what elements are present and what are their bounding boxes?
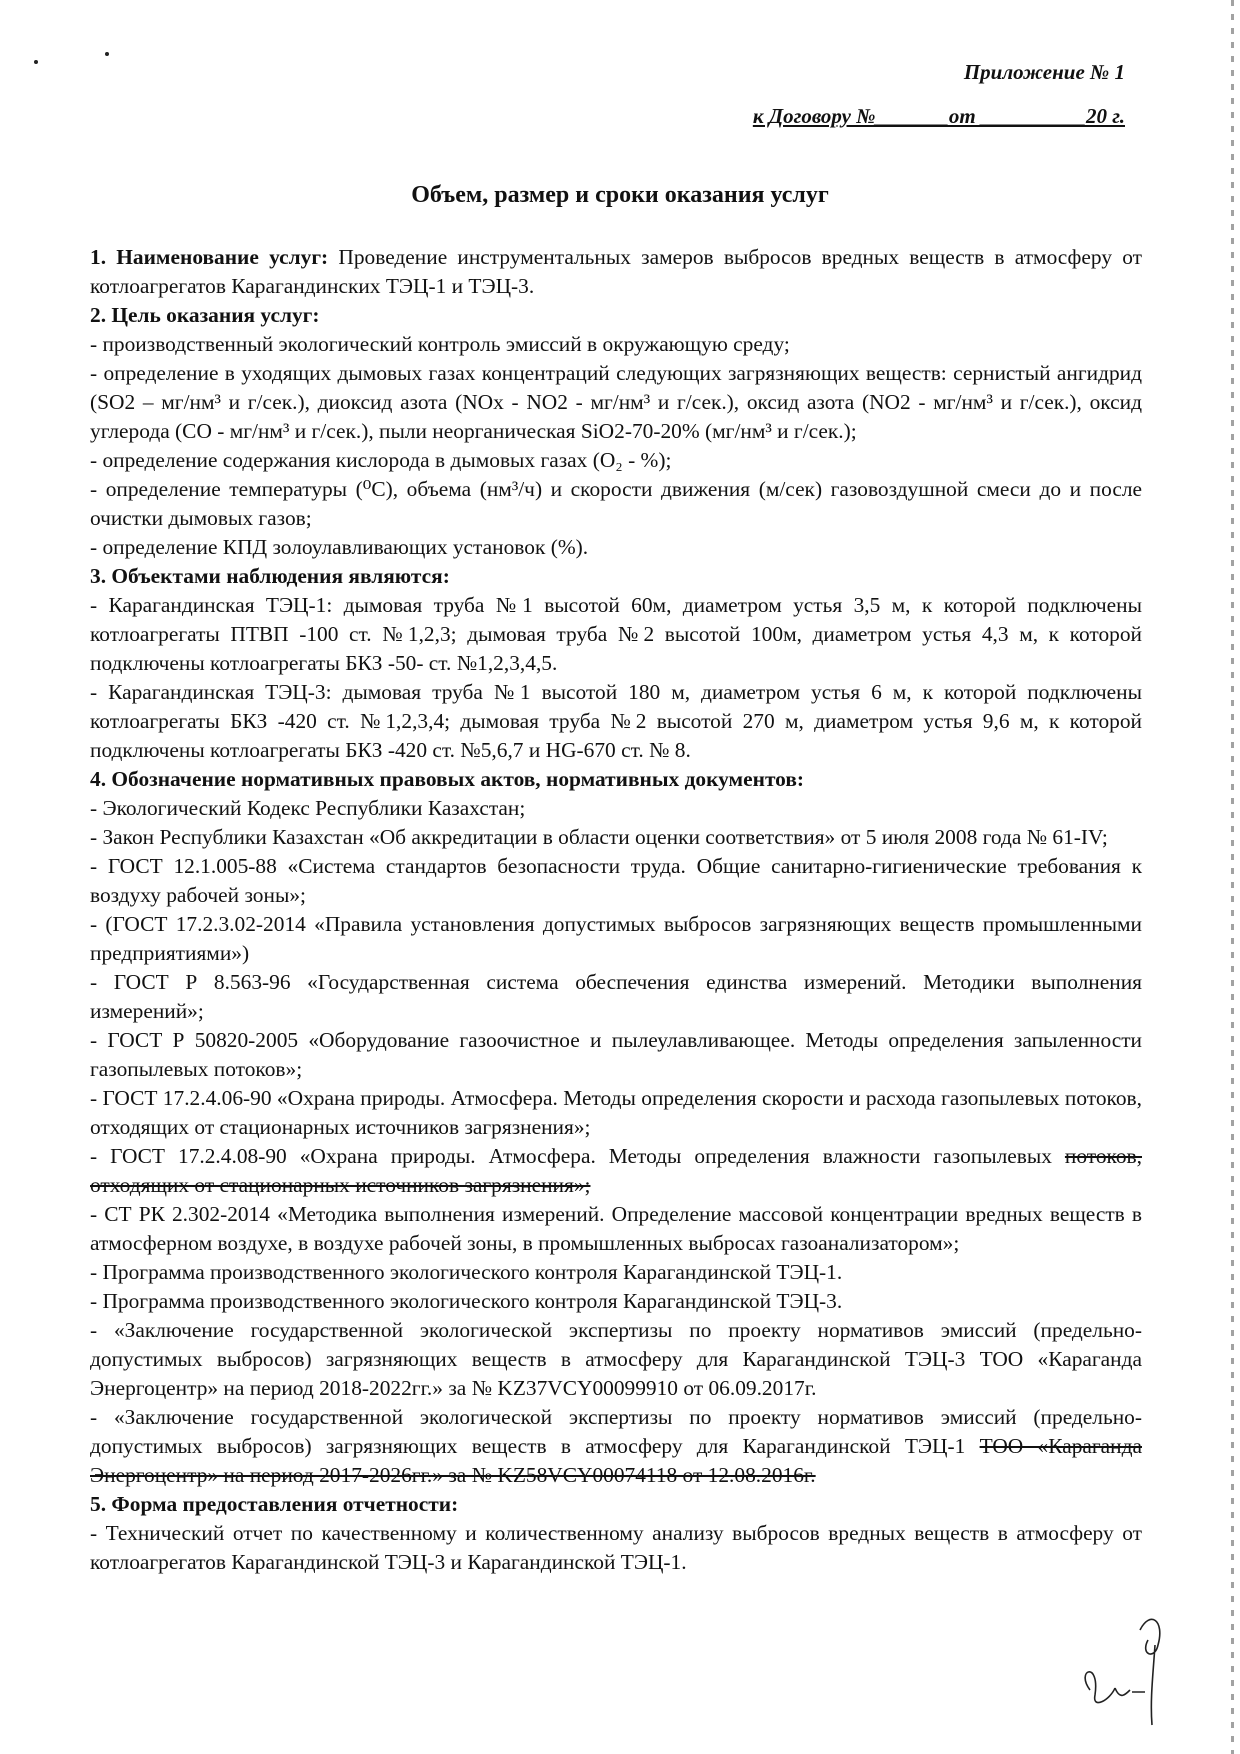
list-item: - Закон Республики Казахстан «Об аккредитации в области оценки соответствия» от 5 июля 2008 года № 61-IV; (90, 825, 1108, 849)
list-item: - Карагандинская ТЭЦ-3: дымовая труба №1 высотой 180 м, диаметром устья 6 м, к которой подключены котлоагрегаты БКЗ -420 ст. №1,2,3,4; дымовая труба №2 высотой 270 м, диаметром устья 9,6 м, к которой подключены котлоагрегаты БКЗ -420 ст. №5,6,7 и HG-670 ст. № 8. (90, 680, 1142, 762)
list-item: - ГОСТ 17.2.4.06-90 «Охрана природы. Атмосфера. Методы определения скорости и расхода газопылевых потоков, отходящих от стационарных источников загрязнения»; (90, 1086, 1142, 1139)
section-2-title: 2. Цель оказания услуг: (90, 303, 320, 327)
list-item-struck (90, 1403, 1142, 1490)
section-1-title: 1. Наименование услуг: (90, 245, 329, 269)
list-item: - определение содержания кислорода в дымовых газах (O₂ - %); (90, 448, 672, 472)
contract-reference: к Договору №_______от __________20 г. (752, 104, 1125, 128)
appendix-header (753, 50, 1125, 138)
list-item: - ГОСТ 12.1.005-88 «Система стандартов безопасности труда. Общие санитарно-гигиенические требования к воздуху рабочей зоны»; (90, 854, 1142, 907)
list-item: - Программа производственного экологического контроля Карагандинской ТЭЦ-3. (90, 1289, 843, 1313)
scan-dot (34, 60, 38, 64)
document-title: Объем, размер и сроки оказания услуг (411, 182, 829, 208)
list-item: - производственный экологический контроль эмиссий в окружающую среду; (90, 332, 790, 356)
document-body (90, 243, 1142, 1577)
list-item: - определение температуры (⁰С), объема (нм³/ч) и скорости движения (м/сек) газовоздушной смеси до и после очистки дымовых газов; (90, 477, 1142, 530)
section-1 (90, 243, 1142, 301)
list-item: - (ГОСТ 17.2.3.02-2014 «Правила установления допустимых выбросов загрязняющих веществ промышленными предприятиями») (90, 912, 1142, 965)
section-1-text: Проведение инструментальных замеров выбросов вредных веществ в атмосферу от котлоагрегатов Карагандинских ТЭЦ-1 и ТЭЦ-3. (90, 245, 1143, 298)
list-item: - «Заключение государственной экологической экспертизы по проекту нормативов эмиссий (предельно-допустимых выбросов) загрязняющих веществ в атмосферу для Карагандинской ТЭЦ-3 ТОО «Караганда Энергоцентр» на период 2018-2022гг.» за № KZ37VCY00099910 от 06.09.2017г. (90, 1318, 1142, 1400)
list-item-text: - «Заключение государственной экологической экспертизы по проекту нормативов эмиссий (предельно-допустимых выбросов) загрязняющих веществ в атмосферу для Карагандинской ТЭЦ-1 (90, 1405, 1142, 1458)
section-3-title: 3. Объектами наблюдения являются: (90, 564, 450, 588)
list-item: - определение в уходящих дымовых газах концентраций следующих загрязняющих веществ: сернистый ангидрид (SO2 – мг/нм³ и г/сек.), диоксид азота (NOx - NO2 - мг/нм³ и г/сек.), оксид азота (NO2 - мг/нм³ и г/сек.), оксид углерода (CO - мг/нм³ и г/сек.), пыли неорганическая SiO2-70-20% (мг/нм³ и г/сек.); (90, 361, 1142, 443)
appendix-label: Приложение № 1 (963, 60, 1125, 84)
handwritten-signature (1070, 1600, 1180, 1730)
scan-dot (105, 52, 109, 56)
list-item: - определение КПД золоулавливающих установок (%). (90, 535, 589, 559)
list-item: - ГОСТ Р 50820-2005 «Оборудование газоочистное и пылеулавливающее. Методы определения запыленности газопылевых потоков»; (90, 1028, 1142, 1081)
section-4-title: 4. Обозначение нормативных правовых актов, нормативных документов: (90, 767, 805, 791)
list-item: - Технический отчет по качественному и количественному анализу выбросов вредных веществ в атмосферу от котлоагрегатов Карагандинской ТЭЦ-3 и Карагандинской ТЭЦ-1. (90, 1521, 1142, 1574)
list-item-text: - ГОСТ 17.2.4.08-90 «Охрана природы. Атмосфера. Методы определения влажности газопылевых (90, 1144, 1065, 1168)
list-item: - Программа производственного экологического контроля Карагандинской ТЭЦ-1. (90, 1260, 843, 1284)
struck-text: потоков, отходящих от стационарных источников загрязнения»; (90, 1144, 1142, 1197)
list-item: - СТ РК 2.302-2014 «Методика выполнения измерений. Определение массовой концентрации вредных веществ в атмосферном воздухе, в воздухе рабочей зоны, в промышленных выбросах газоанализатором»; (90, 1202, 1142, 1255)
list-item: - Карагандинская ТЭЦ-1: дымовая труба №1 высотой 60м, диаметром устья 3,5 м, к которой подключены котлоагрегаты ПТВП -100 ст. №1,2,3; дымовая труба №2 высотой 100м, диаметром устья 4,3 м, к которой подключены котлоагрегаты БКЗ -50- ст. №1,2,3,4,5. (90, 593, 1142, 675)
struck-text: ТОО «Караганда Энергоцентр» на период 2017-2026гг.» за № KZ58VCY00074118 от 12.08.2016г. (90, 1434, 1142, 1487)
list-item: - Экологический Кодекс Республики Казахстан; (90, 796, 526, 820)
section-5-title: 5. Форма предоставления отчетности: (90, 1492, 459, 1516)
scan-edge-mark (1231, 0, 1234, 1754)
list-item-struck (90, 1142, 1142, 1200)
list-item: - ГОСТ Р 8.563-96 «Государственная система обеспечения единства измерений. Методики выполнения измерений»; (90, 970, 1142, 1023)
